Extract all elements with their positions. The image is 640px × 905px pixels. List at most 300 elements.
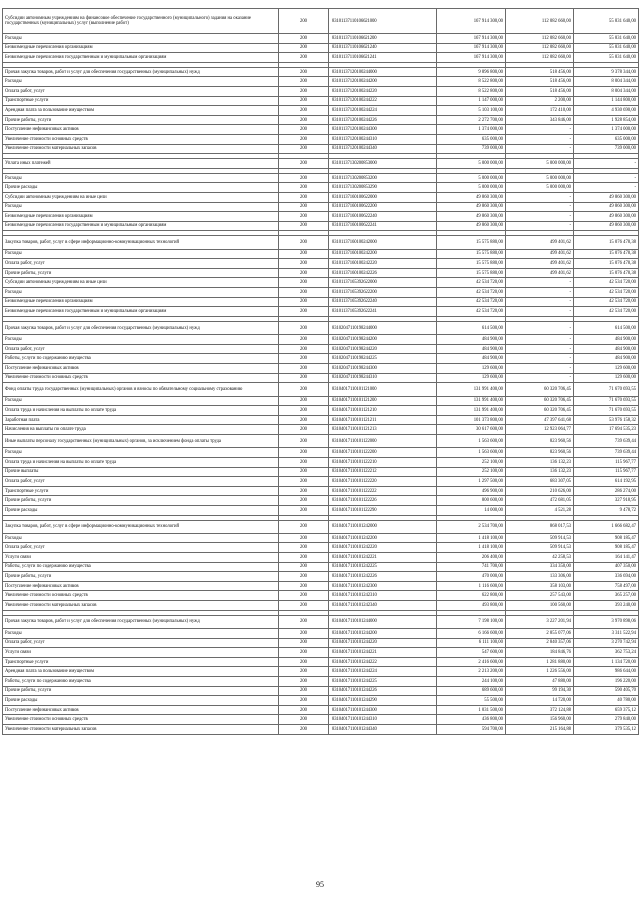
unexecuted-amount-cell: -: [574, 183, 639, 193]
unexecuted-amount-cell: 484 900,00: [574, 354, 639, 364]
line-code-cell: 200: [279, 415, 329, 425]
unexecuted-amount-cell: 15 076 478,38: [574, 268, 639, 278]
line-code-cell: 200: [279, 562, 329, 572]
line-code-cell: 200: [279, 486, 329, 496]
line-code-cell: 200: [279, 96, 329, 106]
table-row: [3, 686, 639, 696]
approved-amount-cell: 470 000,00: [437, 572, 506, 582]
unexecuted-amount-cell: 986 644,00: [574, 667, 639, 677]
budget-code-cell: 83101137165392622241: [329, 307, 437, 317]
row-name-cell: Оплата труда и начисления на выплаты по оплате труда: [3, 457, 279, 467]
line-code-cell: 200: [279, 86, 329, 96]
row-name-cell: Прочие работы, услуги: [3, 115, 279, 125]
executed-amount-cell: 136 132,23: [506, 457, 574, 467]
approved-amount-cell: 42 534 720,00: [437, 288, 506, 298]
budget-code-cell: 83104017110101244220: [329, 638, 437, 648]
approved-amount-cell: 49 860 300,00: [437, 202, 506, 212]
executed-amount-cell: 112 082 660,00: [506, 9, 574, 34]
budget-code-cell: 83101137160100242226: [329, 268, 437, 278]
executed-amount-cell: -: [506, 335, 574, 345]
executed-amount-cell: 100 560,00: [506, 601, 574, 611]
approved-amount-cell: 42 534 720,00: [437, 297, 506, 307]
row-name-cell: Поступление нефинансовых активов: [3, 705, 279, 715]
line-code-cell: 200: [279, 715, 329, 725]
executed-amount-cell: 509 914,53: [506, 543, 574, 553]
executed-amount-cell: 3 227 201,94: [506, 615, 574, 628]
executed-amount-cell: 47 880,00: [506, 677, 574, 687]
executed-amount-cell: -: [506, 288, 574, 298]
budget-code-cell: 83104017110101122222: [329, 486, 437, 496]
executed-amount-cell: 133 306,00: [506, 572, 574, 582]
budget-execution-table: [2, 8, 639, 735]
unexecuted-amount-cell: 3 970 898,06: [574, 615, 639, 628]
row-name-cell: Уплата иных платежей: [3, 159, 279, 169]
table-row: [3, 562, 639, 572]
budget-code-cell: 83102047110198244220: [329, 344, 437, 354]
budget-code-cell: 83101137120100244310: [329, 134, 437, 144]
table-row: [3, 53, 639, 63]
line-code-cell: 200: [279, 601, 329, 611]
line-code-cell: 200: [279, 496, 329, 506]
budget-code-cell: 83104017110101121000: [329, 383, 437, 396]
line-code-cell: 200: [279, 159, 329, 169]
unexecuted-amount-cell: 393 240,00: [574, 601, 639, 611]
table-row: [3, 354, 639, 364]
table-row: [3, 221, 639, 231]
executed-amount-cell: 518 456,00: [506, 77, 574, 87]
unexecuted-amount-cell: 55 831 640,00: [574, 34, 639, 44]
line-code-cell: 200: [279, 677, 329, 687]
line-code-cell: 200: [279, 249, 329, 259]
executed-amount-cell: 60 320 706,45: [506, 406, 574, 416]
line-code-cell: 200: [279, 457, 329, 467]
line-code-cell: 200: [279, 106, 329, 116]
line-code-cell: 200: [279, 202, 329, 212]
line-code-cell: 200: [279, 505, 329, 515]
approved-amount-cell: 1 116 600,00: [437, 581, 506, 591]
budget-code-cell: 83101137160100242220: [329, 259, 437, 269]
line-code-cell: 200: [279, 383, 329, 396]
approved-amount-cell: 5 000 000,00: [437, 173, 506, 183]
executed-amount-cell: 4 521,28: [506, 505, 574, 515]
line-code-cell: 200: [279, 667, 329, 677]
approved-amount-cell: 1 031 500,00: [437, 705, 506, 715]
budget-code-cell: 83104017110101242200: [329, 533, 437, 543]
line-code-cell: 200: [279, 134, 329, 144]
line-code-cell: 200: [279, 686, 329, 696]
row-name-cell: Фонд оплаты труда государственных (муниципальных) органов и взносы по обязательному социальному страхованию: [3, 383, 279, 396]
row-name-cell: Прочие расходы: [3, 696, 279, 706]
row-name-cell: Увеличение стоимости основных средств: [3, 591, 279, 601]
executed-amount-cell: -: [506, 297, 574, 307]
executed-amount-cell: 14 720,00: [506, 696, 574, 706]
executed-amount-cell: 509 914,53: [506, 533, 574, 543]
budget-code-cell: 83104017110101121211: [329, 415, 437, 425]
budget-code-cell: 83104017110101244300: [329, 705, 437, 715]
executed-amount-cell: -: [506, 354, 574, 364]
row-name-cell: Безвозмездные перечисления организациям: [3, 297, 279, 307]
table-row: [3, 278, 639, 288]
executed-amount-cell: 112 082 660,00: [506, 43, 574, 53]
executed-amount-cell: 334 350,00: [506, 562, 574, 572]
budget-code-cell: 83101137160100622000: [329, 192, 437, 202]
approved-amount-cell: 436 800,00: [437, 715, 506, 725]
budget-code-cell: 83102047110198244225: [329, 354, 437, 364]
table-row: [3, 615, 639, 628]
executed-amount-cell: 12 923 064,77: [506, 425, 574, 435]
unexecuted-amount-cell: 635 000,00: [574, 134, 639, 144]
unexecuted-amount-cell: 55 831 640,00: [574, 43, 639, 53]
row-name-cell: Закупка товаров, работ, услуг в сфере информационно-коммуникационных технологий: [3, 520, 279, 533]
line-code-cell: 200: [279, 543, 329, 553]
approved-amount-cell: 167 914 300,00: [437, 43, 506, 53]
budget-code-cell: 83101137120100244300: [329, 125, 437, 135]
executed-amount-cell: -: [506, 321, 574, 334]
executed-amount-cell: 99 194,30: [506, 686, 574, 696]
budget-code-cell: 83101137160100622200: [329, 202, 437, 212]
table-row: [3, 297, 639, 307]
unexecuted-amount-cell: 164 141,47: [574, 553, 639, 563]
approved-amount-cell: 15 575 880,00: [437, 236, 506, 249]
executed-amount-cell: -: [506, 125, 574, 135]
row-name-cell: Работы, услуги по содержанию имущества: [3, 562, 279, 572]
approved-amount-cell: 635 000,00: [437, 134, 506, 144]
row-name-cell: Расходы: [3, 288, 279, 298]
line-code-cell: 200: [279, 724, 329, 734]
table-row: [3, 705, 639, 715]
approved-amount-cell: 167 914 300,00: [437, 34, 506, 44]
budget-code-cell: 83104017110101244200: [329, 629, 437, 639]
table-row: [3, 144, 639, 154]
approved-amount-cell: 5 000 000,00: [437, 159, 506, 169]
unexecuted-amount-cell: 614 192,95: [574, 477, 639, 487]
row-name-cell: Увеличение стоимости основных средств: [3, 373, 279, 383]
row-name-cell: Субсидии автономным учреждениям на иные цели: [3, 192, 279, 202]
line-code-cell: 200: [279, 221, 329, 231]
line-code-cell: 200: [279, 53, 329, 63]
unexecuted-amount-cell: 1 928 854,00: [574, 115, 639, 125]
row-name-cell: Прочая закупка товаров, работ и услуг для обеспечения государственных (муниципальных) нужд: [3, 67, 279, 77]
approved-amount-cell: 1 147 000,00: [437, 96, 506, 106]
line-code-cell: 200: [279, 572, 329, 582]
row-name-cell: Оплата работ, услуг: [3, 259, 279, 269]
line-code-cell: 200: [279, 344, 329, 354]
executed-amount-cell: 2 200,00: [506, 96, 574, 106]
row-name-cell: Транспортные услуги: [3, 657, 279, 667]
row-name-cell: Прочая закупка товаров, работ и услуг для обеспечения государственных (муниципальных) нужд: [3, 615, 279, 628]
budget-code-cell: 83104017110101122200: [329, 448, 437, 458]
budget-code-cell: 83104017110101244221: [329, 648, 437, 658]
table-row: [3, 415, 639, 425]
unexecuted-amount-cell: 9 378 344,00: [574, 67, 639, 77]
approved-amount-cell: 244 100,00: [437, 677, 506, 687]
row-name-cell: Прочие выплаты: [3, 467, 279, 477]
approved-amount-cell: 5 103 100,00: [437, 106, 506, 116]
budget-code-cell: 83104017110101244000: [329, 615, 437, 628]
budget-code-cell: 83101137120100244222: [329, 96, 437, 106]
table-row: [3, 496, 639, 506]
row-name-cell: Увеличение стоимости материальных запасов: [3, 601, 279, 611]
approved-amount-cell: 2 213 200,00: [437, 667, 506, 677]
row-name-cell: Прочие расходы: [3, 505, 279, 515]
row-name-cell: Работы, услуги по содержанию имущества: [3, 354, 279, 364]
approved-amount-cell: 496 900,00: [437, 486, 506, 496]
budget-report-sheet: [2, 8, 638, 735]
row-name-cell: Безвозмездные перечисления государственным и муниципальным организациям: [3, 307, 279, 317]
approved-amount-cell: 739 000,00: [437, 144, 506, 154]
table-row: [3, 724, 639, 734]
budget-code-cell: 83102047110198244000: [329, 321, 437, 334]
unexecuted-amount-cell: 739 639,44: [574, 434, 639, 447]
unexecuted-amount-cell: 53 976 158,32: [574, 415, 639, 425]
approved-amount-cell: 2 416 600,00: [437, 657, 506, 667]
table-row: [3, 505, 639, 515]
row-name-cell: Прочая закупка товаров, работ и услуг для обеспечения государственных (муниципальных) нужд: [3, 321, 279, 334]
budget-code-cell: 83104017110101121210: [329, 406, 437, 416]
approved-amount-cell: 49 860 300,00: [437, 221, 506, 231]
row-name-cell: Расходы: [3, 202, 279, 212]
table-row: [3, 236, 639, 249]
approved-amount-cell: 252 100,00: [437, 457, 506, 467]
executed-amount-cell: 136 132,23: [506, 467, 574, 477]
table-row: [3, 396, 639, 406]
budget-code-cell: 83104017110101244222: [329, 657, 437, 667]
budget-code-cell: 83104017110101242220: [329, 543, 437, 553]
row-name-cell: Услуги связи: [3, 648, 279, 658]
line-code-cell: 200: [279, 648, 329, 658]
executed-amount-cell: -: [506, 373, 574, 383]
budget-code-cell: 83102047110198244310: [329, 373, 437, 383]
row-name-cell: Оплата работ, услуг: [3, 638, 279, 648]
budget-code-cell: 83101137110106621000: [329, 9, 437, 34]
table-row: [3, 406, 639, 416]
approved-amount-cell: 1 563 600,00: [437, 448, 506, 458]
unexecuted-amount-cell: 49 860 300,00: [574, 192, 639, 202]
executed-amount-cell: 1 226 556,00: [506, 667, 574, 677]
budget-code-cell: 83104017110101244340: [329, 724, 437, 734]
approved-amount-cell: 1 418 100,00: [437, 543, 506, 553]
line-code-cell: 200: [279, 373, 329, 383]
unexecuted-amount-cell: 1 666 682,47: [574, 520, 639, 533]
budget-code-cell: 83101137110106621200: [329, 34, 437, 44]
executed-amount-cell: 172 410,00: [506, 106, 574, 116]
budget-code-cell: 83101137130200853290: [329, 183, 437, 193]
unexecuted-amount-cell: 407 350,00: [574, 562, 639, 572]
line-code-cell: 200: [279, 406, 329, 416]
unexecuted-amount-cell: 908 185,47: [574, 533, 639, 543]
approved-amount-cell: 15 575 880,00: [437, 259, 506, 269]
budget-code-cell: 83101137130200853000: [329, 159, 437, 169]
executed-amount-cell: -: [506, 221, 574, 231]
approved-amount-cell: 167 914 300,00: [437, 53, 506, 63]
row-name-cell: Начисления на выплаты по оплате труда: [3, 425, 279, 435]
approved-amount-cell: 5 000 000,00: [437, 183, 506, 193]
row-name-cell: Услуги связи: [3, 553, 279, 563]
row-name-cell: Безвозмездные перечисления государственным и муниципальным организациям: [3, 53, 279, 63]
table-body: [3, 9, 639, 735]
table-row: [3, 67, 639, 77]
line-code-cell: 200: [279, 581, 329, 591]
line-code-cell: 200: [279, 115, 329, 125]
executed-amount-cell: 47 397 641,68: [506, 415, 574, 425]
table-row: [3, 677, 639, 687]
line-code-cell: 200: [279, 448, 329, 458]
line-code-cell: 200: [279, 553, 329, 563]
line-code-cell: 200: [279, 467, 329, 477]
line-code-cell: 200: [279, 307, 329, 317]
row-name-cell: Оплата работ, услуг: [3, 344, 279, 354]
approved-amount-cell: 9 896 800,00: [437, 67, 506, 77]
approved-amount-cell: 49 860 300,00: [437, 212, 506, 222]
table-row: [3, 106, 639, 116]
budget-code-cell: 83104017110101244226: [329, 686, 437, 696]
approved-amount-cell: 167 914 300,00: [437, 9, 506, 34]
approved-amount-cell: 622 800,00: [437, 591, 506, 601]
executed-amount-cell: 499 401,62: [506, 236, 574, 249]
row-name-cell: Расходы: [3, 629, 279, 639]
unexecuted-amount-cell: 71 670 693,55: [574, 396, 639, 406]
approved-amount-cell: 30 617 600,00: [437, 425, 506, 435]
budget-code-cell: 83104017110101122212: [329, 467, 437, 477]
row-name-cell: Расходы: [3, 77, 279, 87]
table-row: [3, 192, 639, 202]
line-code-cell: 200: [279, 43, 329, 53]
unexecuted-amount-cell: 15 076 478,38: [574, 249, 639, 259]
executed-amount-cell: 372 124,88: [506, 705, 574, 715]
executed-amount-cell: 5 000 000,00: [506, 159, 574, 169]
row-name-cell: Прочие расходы: [3, 183, 279, 193]
row-name-cell: Расходы: [3, 396, 279, 406]
unexecuted-amount-cell: 40 780,00: [574, 696, 639, 706]
table-row: [3, 307, 639, 317]
unexecuted-amount-cell: 8 004 344,00: [574, 77, 639, 87]
unexecuted-amount-cell: 17 694 535,23: [574, 425, 639, 435]
budget-code-cell: 83101137120100244224: [329, 106, 437, 116]
unexecuted-amount-cell: 55 831 640,00: [574, 9, 639, 34]
budget-code-cell: 83104017110101122220: [329, 477, 437, 487]
unexecuted-amount-cell: 9 478,72: [574, 505, 639, 515]
executed-amount-cell: 683 307,05: [506, 477, 574, 487]
budget-code-cell: 83104017110101121200: [329, 396, 437, 406]
approved-amount-cell: 15 575 880,00: [437, 268, 506, 278]
executed-amount-cell: 868 017,53: [506, 520, 574, 533]
table-row: [3, 581, 639, 591]
row-name-cell: Расходы: [3, 533, 279, 543]
row-name-cell: Поступление нефинансовых активов: [3, 581, 279, 591]
table-row: [3, 715, 639, 725]
executed-amount-cell: -: [506, 192, 574, 202]
executed-amount-cell: -: [506, 344, 574, 354]
budget-code-cell: 83101137110106621240: [329, 43, 437, 53]
budget-code-cell: 83104017110101122226: [329, 496, 437, 506]
line-code-cell: 200: [279, 9, 329, 34]
executed-amount-cell: 184 846,76: [506, 648, 574, 658]
row-name-cell: Расходы: [3, 448, 279, 458]
executed-amount-cell: 2 840 357,06: [506, 638, 574, 648]
row-name-cell: Увеличение стоимости материальных запасов: [3, 724, 279, 734]
executed-amount-cell: 518 456,00: [506, 86, 574, 96]
budget-code-cell: 83104017110101122000: [329, 434, 437, 447]
line-code-cell: 200: [279, 629, 329, 639]
unexecuted-amount-cell: 379 535,12: [574, 724, 639, 734]
table-row: [3, 9, 639, 34]
approved-amount-cell: 800 600,00: [437, 496, 506, 506]
unexecuted-amount-cell: 1 144 800,00: [574, 96, 639, 106]
budget-code-cell: 83101137165392622000: [329, 278, 437, 288]
executed-amount-cell: 499 401,62: [506, 268, 574, 278]
table-row: [3, 134, 639, 144]
unexecuted-amount-cell: 1 374 000,00: [574, 125, 639, 135]
table-row: [3, 648, 639, 658]
unexecuted-amount-cell: 15 076 478,38: [574, 236, 639, 249]
budget-code-cell: 83104017110101122290: [329, 505, 437, 515]
unexecuted-amount-cell: 71 670 693,55: [574, 383, 639, 396]
unexecuted-amount-cell: 115 967,77: [574, 467, 639, 477]
table-row: [3, 601, 639, 611]
row-name-cell: Безвозмездные перечисления организациям: [3, 43, 279, 53]
table-row: [3, 259, 639, 269]
row-name-cell: Субсидии автономным учреждениям на иные цели: [3, 278, 279, 288]
table-row: [3, 159, 639, 169]
approved-amount-cell: 42 534 720,00: [437, 307, 506, 317]
budget-code-cell: 83104017110101242300: [329, 581, 437, 591]
executed-amount-cell: -: [506, 364, 574, 374]
table-row: [3, 696, 639, 706]
unexecuted-amount-cell: 327 918,95: [574, 496, 639, 506]
budget-code-cell: 83101137165392622240: [329, 297, 437, 307]
budget-code-cell: 83104017110101242225: [329, 562, 437, 572]
budget-code-cell: 83104017110101244290: [329, 696, 437, 706]
row-name-cell: Транспортные услуги: [3, 486, 279, 496]
unexecuted-amount-cell: 614 500,00: [574, 321, 639, 334]
budget-code-cell: 83104017110101242000: [329, 520, 437, 533]
executed-amount-cell: 2 855 077,06: [506, 629, 574, 639]
unexecuted-amount-cell: -: [574, 159, 639, 169]
executed-amount-cell: -: [506, 278, 574, 288]
budget-code-cell: 83104017110101242226: [329, 572, 437, 582]
budget-code-cell: 83101137120100244220: [329, 86, 437, 96]
approved-amount-cell: 14 000,00: [437, 505, 506, 515]
row-name-cell: Расходы: [3, 34, 279, 44]
unexecuted-amount-cell: 8 004 344,00: [574, 86, 639, 96]
table-row: [3, 212, 639, 222]
line-code-cell: 200: [279, 354, 329, 364]
row-name-cell: Арендная плата за пользование имуществом: [3, 106, 279, 116]
table-row: [3, 533, 639, 543]
approved-amount-cell: 6 166 600,00: [437, 629, 506, 639]
line-code-cell: 200: [279, 705, 329, 715]
line-code-cell: 200: [279, 77, 329, 87]
row-name-cell: Арендная плата за пользование имуществом: [3, 667, 279, 677]
line-code-cell: 200: [279, 696, 329, 706]
line-code-cell: 200: [279, 144, 329, 154]
unexecuted-amount-cell: -: [574, 173, 639, 183]
executed-amount-cell: 823 960,56: [506, 434, 574, 447]
table-row: [3, 486, 639, 496]
row-name-cell: Закупка товаров, работ, услуг в сфере информационно-коммуникационных технологий: [3, 236, 279, 249]
approved-amount-cell: 547 600,00: [437, 648, 506, 658]
line-code-cell: 200: [279, 591, 329, 601]
budget-code-cell: 83101137120100244000: [329, 67, 437, 77]
row-name-cell: Субсидии автономным учреждениям на финансовое обеспечение государственного (муниципального) задания на оказание государственных (муниципальных) услуг (выполнение работ): [3, 9, 279, 34]
table-row: [3, 86, 639, 96]
budget-code-cell: 83101137130200853200: [329, 173, 437, 183]
approved-amount-cell: 594 700,00: [437, 724, 506, 734]
table-row: [3, 543, 639, 553]
table-row: [3, 183, 639, 193]
line-code-cell: 200: [279, 259, 329, 269]
row-name-cell: Расходы: [3, 173, 279, 183]
